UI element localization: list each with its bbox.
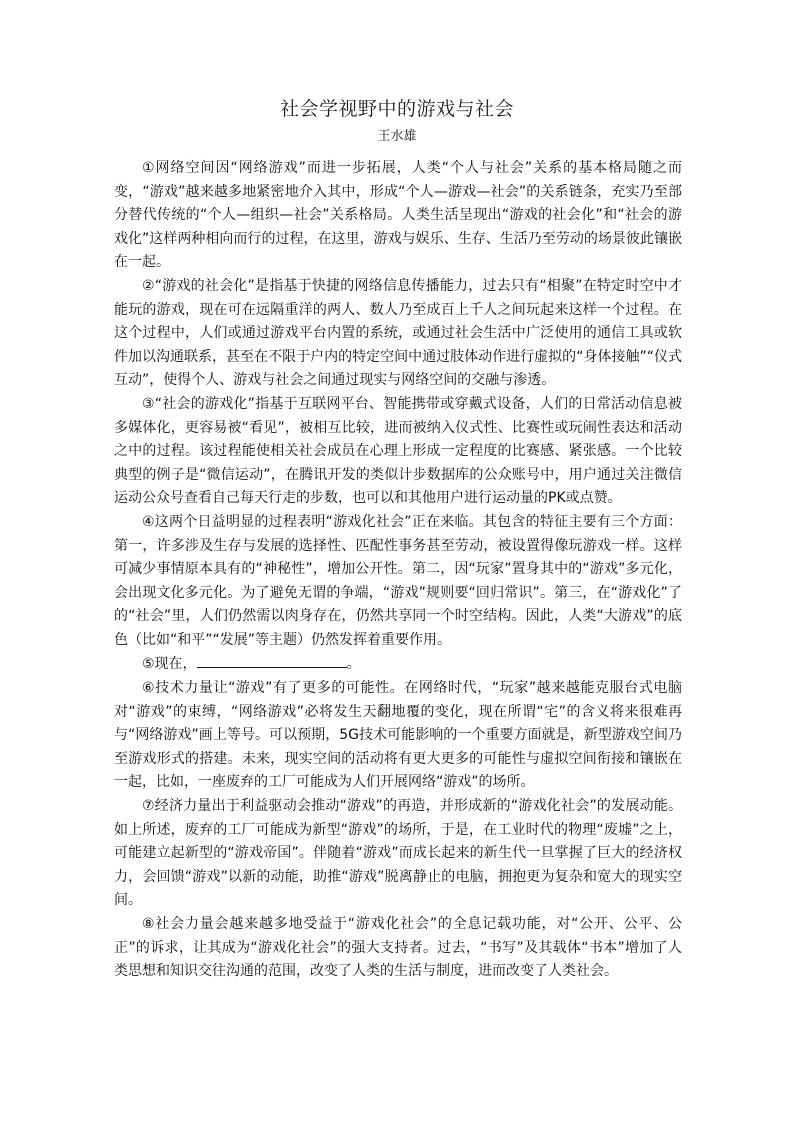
fill-in-blank bbox=[197, 652, 347, 668]
author-name: 王水雄 bbox=[377, 129, 417, 144]
paragraph-5 bbox=[114, 652, 682, 677]
article-body bbox=[114, 157, 682, 984]
paragraph-4: ④这两个日益明显的过程表明“游戏化社会”正在来临。其包含的特征主要有三个方面：第一，许多涉及生存与发展的选择性、匹配性事务甚至劳动，被设置得像玩游戏一样。这样可减少事情原本具有的“神秘性”，增加公开性。第二，因“玩家”置身其中的“游戏”多元化，会出现文化多元化。为了避免无谓的争端，“游戏”规则要“回归常识”。第三，在“游戏化”了的“社会”里，人们仍然需以肉身存在，仍然共享同一个时空结构。因此，人类“大游戏”的底色（比如“和平”“发展”等主题）仍然发挥着重要作用。 bbox=[114, 513, 682, 648]
page-title: 社会学视野中的游戏与社会 bbox=[279, 98, 514, 120]
paragraph-6: ⑥技术力量让“游戏”有了更多的可能性。在网络时代，“玩家”越来越能克服台式电脑对“游戏”的束缚，“网络游戏”必将发生天翻地覆的变化，现在所谓“宅”的含义将来很难再与“网络游戏”画上等号。可以预期，5G技术可能影响的一个重要方面就是，新型游戏空间乃至游戏形式的搭建。未来，现实空间的活动将有更大更多的可能性与虚拟空间衔接和镶嵌在一起，比如，一座废弃的工厂可能成为人们开展网络“游戏”的场所。 bbox=[114, 680, 682, 791]
paragraph-5-lead: ⑤现在， bbox=[142, 656, 197, 673]
paragraph-2: ②“游戏的社会化”是指基于快捷的网络信息传播能力，过去只有“相聚”在特定时空中才能玩的游戏，现在可在远隔重洋的两人、数人乃至成百上千人之间玩起来这样一个过程。在这个过程中，人们或通过游戏平台内置的系统，或通过社会生活中广泛使用的通信工具或软件加以沟通联系，甚至在不限于户内的特定空间中通过肢体动作进行虚拟的“身体接触”“仪式互动”，使得个人、游戏与社会之间通过现实与网络空间的交融与渗透。 bbox=[114, 277, 682, 389]
paragraph-5-end: 。 bbox=[346, 656, 361, 673]
paragraph-8: ⑧社会力量会越来越多地受益于“游戏化社会”的全息记载功能，对“公开、公平、公正”的诉求，让其成为“游戏化社会”的强大支持者。过去，“书写”及其载体“书本”增加了人类思想和知识交往沟通的范围，改变了人类的生活与制度，进而改变了人类社会。 bbox=[114, 916, 682, 980]
paragraph-1: ①网络空间因“网络游戏”而进一步拓展，人类“个人与社会”关系的基本格局随之而变，“游戏”越来越多地紧密地介入其中，形成“个人—游戏—社会”的关系链条，充实乃至部分替代传统的“个人—组织—社会”关系格局。人类生活呈现出“游戏的社会化”和“社会的游戏化”这样两种相向而行的过程，在这里，游戏与娱乐、生存、生活乃至劳动的场景彼此镶嵌在一起。 bbox=[114, 160, 682, 271]
paragraph-7: ⑦经济力量出于利益驱动会推动“游戏”的再造，并形成新的“游戏化社会”的发展动能。如上所述，废弃的工厂可能成为新型“游戏”的场所，于是，在工业时代的物理“废墟”之上，可能建立起新型的“游戏帝国”。伴随着“游戏”而成长起来的新生代一旦掌握了巨大的经济权力，会回馈“游戏”以新的动能，助推“游戏”脱离静止的电脑，拥抱更为复杂和宽大的现实空间。 bbox=[114, 798, 682, 909]
paragraph-3: ③“社会的游戏化”指基于互联网平台、智能携带或穿戴式设备，人们的日常活动信息被多媒体化，更容易被“看见”，被相互比较，进而被纳入仪式性、比赛性或玩闹性表达和活动之中的过程。该过程能使相关社会成员在心理上形成一定程度的比赛感、紧张感。一个比较典型的例子是“微信运动”，在腾讯开发的类似计步数据库的公众账号中，用户通过关注微信运动公众号查看自己每天行走的步数，也可以和其他用户进行运动量的PK或点赞。 bbox=[114, 395, 682, 507]
